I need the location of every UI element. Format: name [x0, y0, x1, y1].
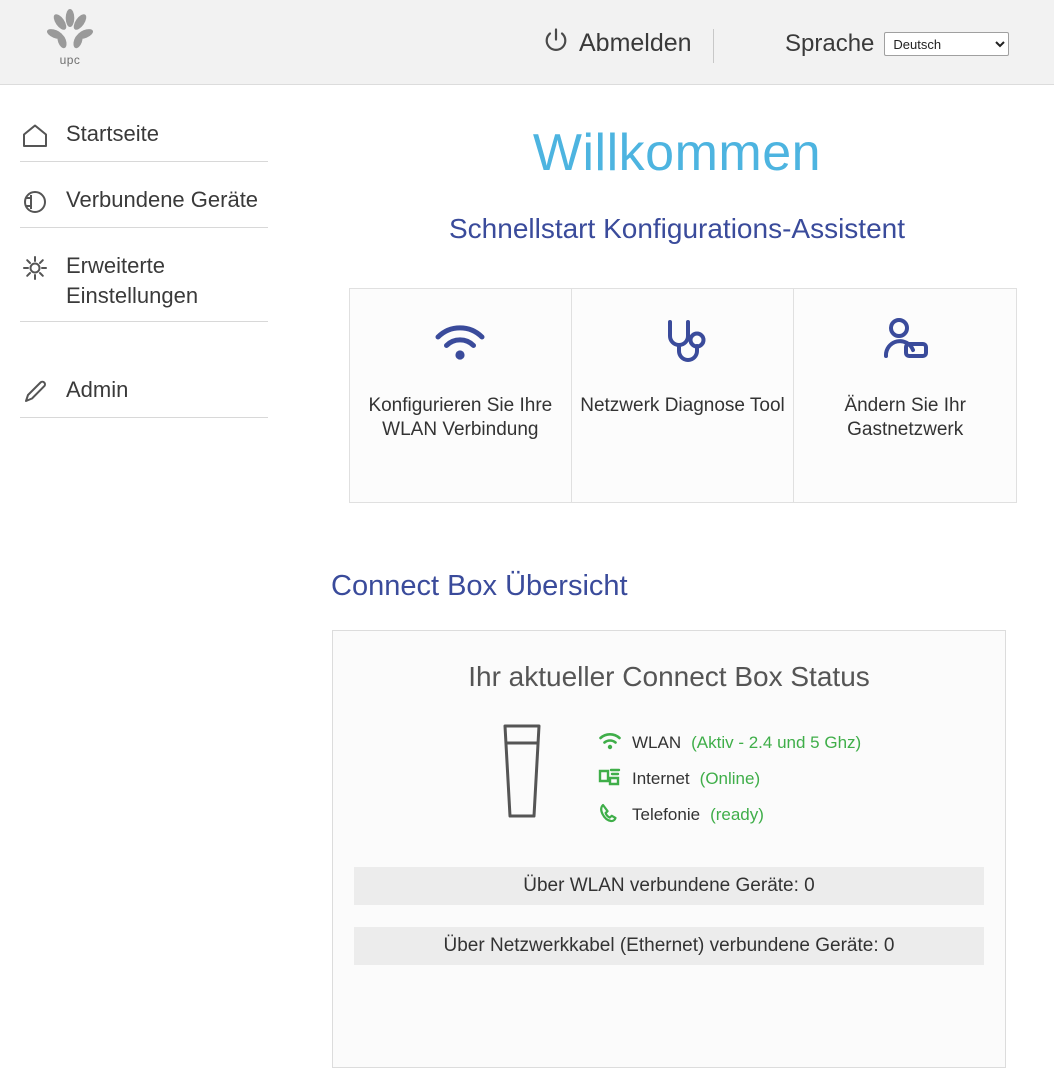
language-select[interactable]: [884, 32, 1009, 56]
ethernet-device-count: Über Netzwerkkabel (Ethernet) verbundene Geräte: 0: [354, 927, 984, 965]
pencil-icon: [20, 377, 50, 407]
guest-user-icon: [879, 289, 931, 394]
status-label: Telefonie: [632, 805, 701, 824]
quickstart-tiles: [349, 288, 1017, 503]
sidebar: [0, 85, 300, 1068]
tile-label: Netzwerk Diagnose Tool: [580, 395, 785, 416]
power-icon: [543, 28, 569, 59]
status-line-internet: [598, 761, 861, 797]
stethoscope-icon: [657, 289, 709, 394]
language-selector[interactable]: [785, 30, 1009, 58]
page-title: Willkommen: [532, 124, 822, 182]
sidebar-item-startseite[interactable]: [20, 119, 268, 162]
sidebar-item-erweiterte-einstellungen[interactable]: [20, 251, 268, 322]
tile-label: Konfigurieren Sie Ihre WLAN Verbindung: [368, 395, 553, 440]
status-lines: [598, 725, 861, 833]
tile-label: Ändern Sie Ihr Gastnetzwerk: [844, 395, 966, 440]
sidebar-item-label: Admin: [66, 377, 129, 402]
phone-status-icon: [598, 803, 622, 828]
gear-icon: [20, 253, 50, 283]
upc-flower-logo-icon: [40, 8, 100, 52]
logout-button[interactable]: [543, 28, 692, 59]
wifi-device-count: Über WLAN verbundene Geräte: 0: [354, 867, 984, 905]
status-label: Internet: [632, 769, 690, 788]
logout-label: Abmelden: [579, 29, 692, 57]
section-title: Connect Box Übersicht: [331, 570, 628, 602]
status-value: (ready): [710, 805, 764, 824]
tile-wlan-konfigurieren[interactable]: [349, 288, 572, 503]
status-value: (Online): [699, 769, 761, 788]
sidebar-item-verbundene-geraete[interactable]: [20, 185, 268, 228]
tile-gastnetzwerk[interactable]: [794, 288, 1017, 503]
sidebar-item-label: Erweiterte Einstellungen: [66, 253, 199, 308]
internet-status-icon: [598, 767, 622, 792]
sidebar-item-label: Startseite: [66, 121, 159, 146]
status-body: [333, 713, 1005, 843]
wifi-icon: [432, 289, 488, 394]
main-content: [300, 85, 1054, 1068]
sidebar-item-admin[interactable]: [20, 375, 268, 418]
top-bar: [0, 0, 1054, 85]
status-label: WLAN: [632, 733, 682, 752]
tile-netzwerk-diagnose[interactable]: [572, 288, 795, 503]
topbar-divider: [713, 29, 714, 63]
status-card: [332, 630, 1006, 1068]
page-subtitle: Schnellstart Konfigurations-Assistent: [449, 213, 905, 244]
connect-box-device-icon: [493, 721, 551, 826]
sidebar-item-label: Verbundene Geräte: [66, 187, 259, 212]
devices-icon: [20, 187, 50, 217]
status-line-telefonie: [598, 797, 861, 833]
status-heading: Ihr aktueller Connect Box Status: [468, 661, 870, 692]
brand-logo: [40, 8, 100, 67]
status-line-wlan: [598, 725, 861, 761]
language-label: Sprache: [785, 30, 875, 57]
home-icon: [20, 121, 50, 151]
status-value: (Aktiv - 2.4 und 5 Ghz): [691, 733, 862, 752]
wifi-status-icon: [598, 732, 622, 755]
brand-name: upc: [59, 53, 81, 67]
connected-device-counters: [333, 867, 1005, 965]
